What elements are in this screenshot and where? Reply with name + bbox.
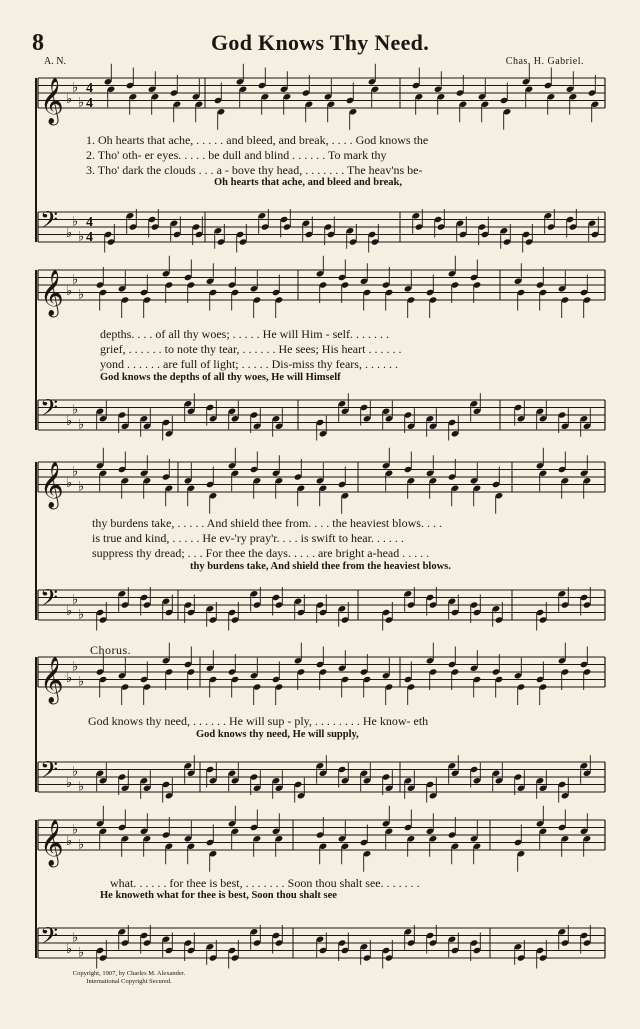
flat-icon: ♭ (66, 670, 73, 686)
flat-icon: ♭ (78, 945, 85, 961)
bass-clef-icon: 𝄢 (40, 394, 59, 427)
composer-credit: Chas. H. Gabriel. (505, 56, 584, 67)
verse-2-line-3: is true and kind, . . . . . He ev-'ry pray'r. . . . is swift to hear. . . . . . (92, 531, 404, 545)
verse-3-line-3: suppress thy dread; . . . For thee the days. . . . . are bright a-head . . . . . (92, 546, 430, 560)
hymn-title: God Knows Thy Need. (210, 30, 429, 55)
chorus-label: Chorus. (90, 643, 132, 657)
flat-icon: ♭ (78, 479, 85, 495)
flat-icon: ♭ (72, 930, 79, 946)
flat-icon: ♭ (72, 214, 79, 230)
page-number: 8 (32, 30, 44, 56)
time-signature: 4 (86, 215, 93, 230)
bass-clef-icon: 𝄢 (40, 206, 59, 239)
bass-clef-icon: 𝄢 (40, 584, 59, 617)
flat-icon: ♭ (72, 822, 79, 838)
flat-icon: ♭ (72, 764, 79, 780)
bass-clef-icon: 𝄢 (40, 922, 59, 955)
flat-icon: ♭ (66, 475, 73, 491)
flat-icon: ♭ (66, 413, 73, 429)
verse-3-line-1: 3. Tho' dark the clouds . . . a - bove thy head, . . . . . . . The heav'ns be- (86, 163, 423, 177)
flat-icon: ♭ (66, 91, 73, 107)
flat-icon: ♭ (66, 941, 73, 957)
time-signature: 4 (86, 96, 93, 111)
flat-icon: ♭ (66, 603, 73, 619)
verse-2-line-1: 2. Tho' oth- er eyes. . . . . be dull and blind . . . . . . To mark thy (86, 148, 387, 162)
flat-icon: ♭ (72, 659, 79, 675)
flat-icon: ♭ (78, 607, 85, 623)
flat-icon: ♭ (72, 464, 79, 480)
flat-icon: ♭ (72, 272, 79, 288)
flat-icon: ♭ (66, 225, 73, 241)
chorus-line-2: what. . . . . . for thee is best, . . . . . . . Soon thou shalt see. . . . . . . (110, 876, 420, 890)
time-signature: 4 (86, 230, 93, 245)
treble-clef-icon: 𝄞 (40, 78, 64, 124)
flat-icon: ♭ (66, 775, 73, 791)
flat-icon: ♭ (78, 229, 85, 245)
flat-icon: ♭ (78, 287, 85, 303)
bass-clef-icon: 𝄢 (40, 756, 59, 789)
verse-2-line-2: grief, . . . . . . to note thy tear, . . . . . . He sees; His heart . . . . . . (100, 342, 402, 356)
flat-icon: ♭ (66, 833, 73, 849)
flat-icon: ♭ (78, 417, 85, 433)
treble-clef-icon: 𝄞 (40, 820, 64, 866)
verse-3-line-2: yond . . . . . . are full of light; . . . . . Dis-miss thy fears, . . . . . . (100, 357, 398, 371)
flat-icon: ♭ (78, 674, 85, 690)
time-signature: 4 (86, 81, 93, 96)
flat-icon: ♭ (72, 80, 79, 96)
verse-1-line-3: thy burdens take, . . . . . And shield thee from. . . . the heaviest blows. . . . (92, 516, 442, 530)
flat-icon: ♭ (72, 402, 79, 418)
treble-clef-icon: 𝄞 (40, 270, 64, 316)
flat-icon: ♭ (78, 95, 85, 111)
verse-1-line-2: depths. . . . of all thy woes; . . . . . He will Him - self. . . . . . . (100, 327, 389, 341)
alto-chorus-line-1: God knows thy need, He will supply, (196, 729, 359, 740)
alto-line-2: God knows the depths of all thy woes, He will Himself (100, 372, 341, 383)
chorus-line-1: God knows thy need, . . . . . . He will sup - ply, . . . . . . . . He know- eth (88, 714, 429, 728)
flat-icon: ♭ (78, 779, 85, 795)
verse-1-line-1: 1. Oh hearts that ache, . . . . . and bleed, and break, . . . . God knows the (86, 133, 429, 147)
alto-line-3: thy burdens take, And shield thee from the heaviest blows. (190, 561, 451, 572)
alto-chorus-line-2: He knoweth what for thee is best, Soon thou shalt see (100, 890, 337, 901)
treble-clef-icon: 𝄞 (40, 462, 64, 508)
treble-clef-icon: 𝄞 (40, 657, 64, 703)
flat-icon: ♭ (78, 837, 85, 853)
copyright-notice: Copyright, 1907, by Charles M. Alexander. International Copyright Secured. (72, 970, 186, 985)
lyricist-credit: A. N. (44, 56, 66, 67)
alto-line-1: Oh hearts that ache, and bleed and break, (214, 177, 402, 188)
flat-icon: ♭ (72, 592, 79, 608)
flat-icon: ♭ (66, 283, 73, 299)
